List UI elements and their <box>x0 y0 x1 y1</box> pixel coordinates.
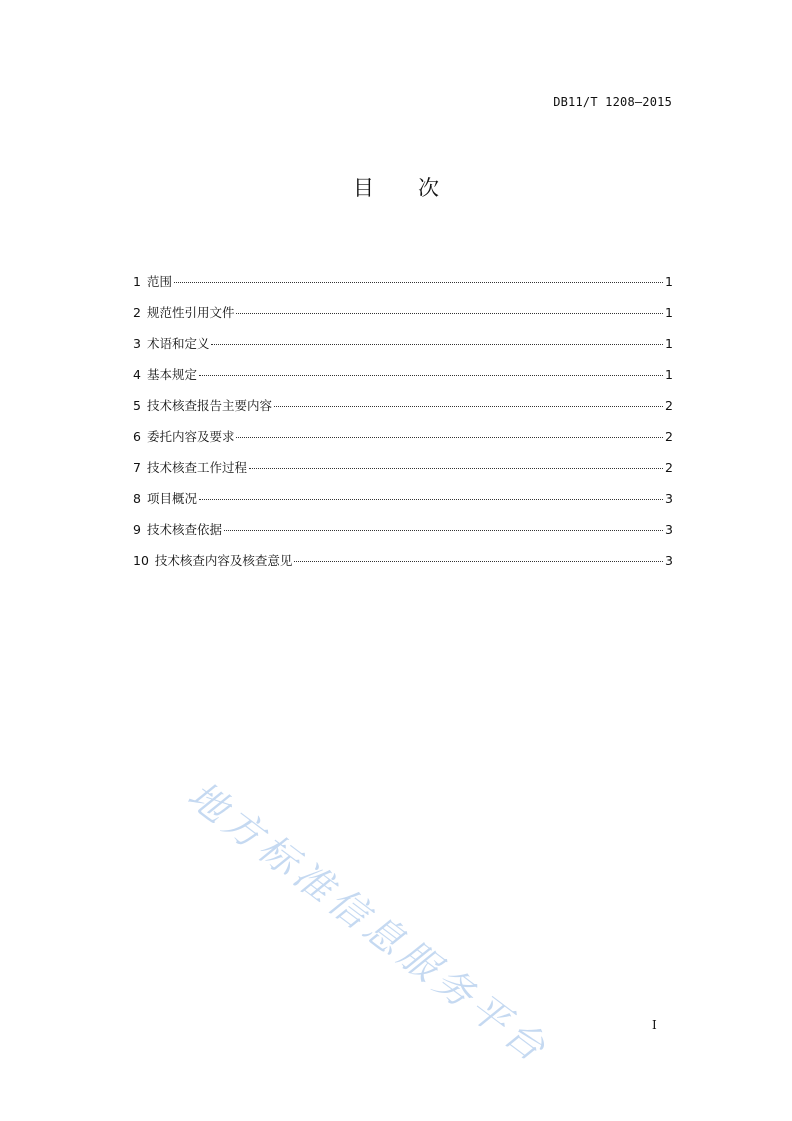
toc-item-project-overview[interactable] <box>133 489 673 520</box>
toc-item-work-process[interactable] <box>133 458 673 489</box>
toc-item-leader <box>236 437 663 438</box>
toc-item-leader <box>211 344 663 345</box>
toc-title <box>0 172 792 202</box>
toc-item-page: 1 <box>665 305 673 320</box>
toc-item-number: 3 <box>133 336 141 351</box>
toc-item-label: 技术核查报告主要内容 <box>146 398 272 413</box>
toc-item-leader <box>294 561 663 562</box>
toc-item-normative-references[interactable] <box>133 303 673 334</box>
toc-item-report-content[interactable] <box>133 396 673 427</box>
toc-item-label: 范围 <box>146 274 172 289</box>
toc-item-label: 术语和定义 <box>146 336 210 351</box>
standard-code: DB11/T 1208—2015 <box>553 95 672 109</box>
toc-item-commission-requirements[interactable] <box>133 427 673 458</box>
toc-item-page: 2 <box>665 398 673 413</box>
toc-item-number: 10 <box>133 553 149 568</box>
toc-item-number: 4 <box>133 367 141 382</box>
toc-item-label: 技术核查内容及核查意见 <box>154 553 293 568</box>
watermark-text: 地方标准信息服务平台 <box>179 772 558 1073</box>
toc-item-number: 9 <box>133 522 141 537</box>
toc-item-page: 1 <box>665 274 673 289</box>
toc-item-leader <box>174 282 663 283</box>
toc-item-leader <box>249 468 663 469</box>
toc-item-number: 6 <box>133 429 141 444</box>
toc-item-leader <box>199 499 663 500</box>
toc-item-leader <box>236 313 663 314</box>
toc-item-review-content-opinions[interactable] <box>133 551 673 582</box>
toc-item-number: 7 <box>133 460 141 475</box>
toc-item-label: 委托内容及要求 <box>146 429 235 444</box>
toc-item-label: 规范性引用文件 <box>146 305 235 320</box>
toc-item-leader <box>224 530 663 531</box>
toc-item-leader <box>199 375 663 376</box>
toc-item-number: 8 <box>133 491 141 506</box>
toc-item-number: 1 <box>133 274 141 289</box>
toc-item-leader <box>274 406 663 407</box>
toc-item-page: 2 <box>665 460 673 475</box>
toc-item-label: 项目概况 <box>146 491 197 506</box>
toc-item-terms-definitions[interactable] <box>133 334 673 365</box>
toc-list <box>133 272 673 582</box>
toc-item-page: 1 <box>665 336 673 351</box>
page-number: I <box>652 1018 657 1032</box>
toc-item-page: 3 <box>665 522 673 537</box>
toc-item-basic-provisions[interactable] <box>133 365 673 396</box>
toc-item-label: 技术核查依据 <box>146 522 222 537</box>
toc-item-label: 基本规定 <box>146 367 197 382</box>
toc-item-label: 技术核查工作过程 <box>146 460 247 475</box>
toc-item-scope[interactable] <box>133 272 673 303</box>
toc-item-number: 5 <box>133 398 141 413</box>
toc-title-part1: 目 <box>353 176 374 200</box>
toc-item-page: 1 <box>665 367 673 382</box>
toc-item-page: 2 <box>665 429 673 444</box>
toc-item-page: 3 <box>665 553 673 568</box>
toc-item-number: 2 <box>133 305 141 320</box>
toc-item-page: 3 <box>665 491 673 506</box>
toc-title-part2: 次 <box>418 176 439 200</box>
toc-item-review-basis[interactable] <box>133 520 673 551</box>
